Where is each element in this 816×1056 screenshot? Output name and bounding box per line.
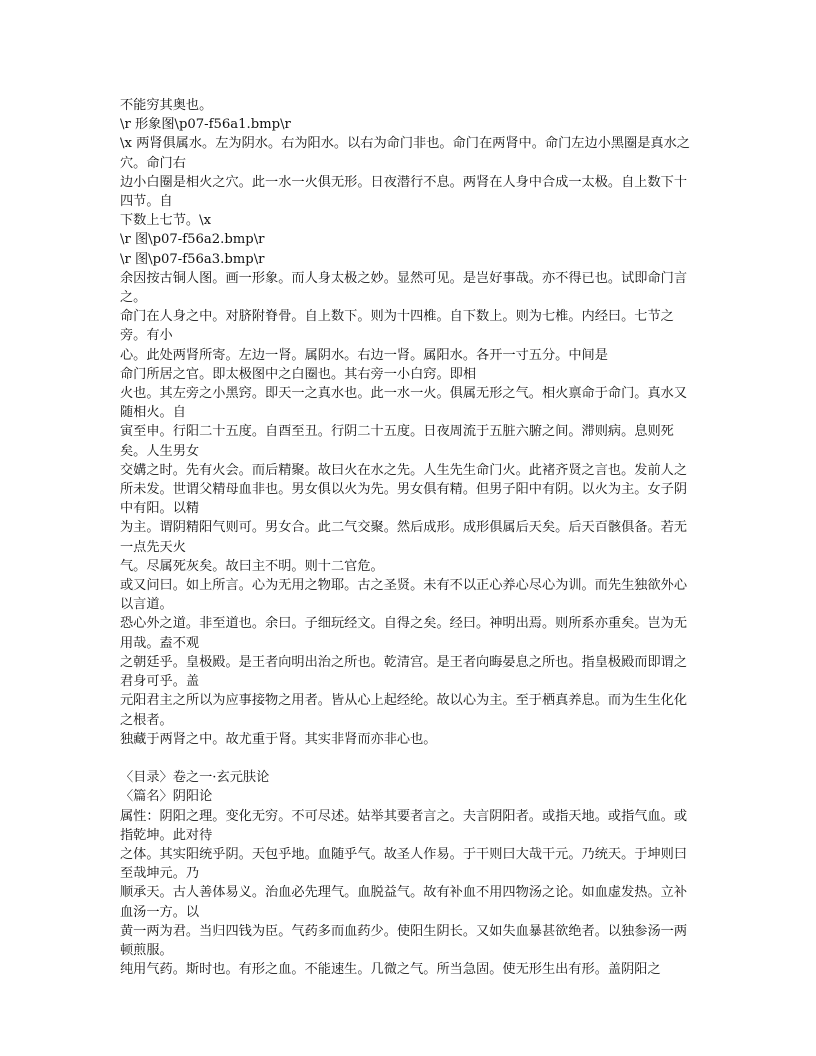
text-line: 恐心外之道。非至道也。余曰。子细玩经文。自得之矣。经曰。神明出焉。则所系亦重矣。岂为无用哉。盍不观	[120, 616, 688, 651]
section-title-heading: 〈篇名〉阴阳论	[120, 789, 213, 805]
text-line: 属性：阴阳之理。变化无穷。不可尽述。姑举其要者言之。夫言阴阳者。或指天地。或指气血。或指乾坤。此对待	[120, 808, 688, 843]
text-line: 纯用气药。斯时也。有形之血。不能速生。几微之气。所当急固。使无形生出有形。盖阴阳之	[120, 962, 661, 978]
text-line: 元阳君主之所以为应事接物之用者。皆从心上起经纶。故以心为主。至于栖真养息。而为生生化化之根者。	[120, 693, 688, 728]
text-line: 命门所居之官。即太极图中之白圈也。其右旁一小白窍。即相	[120, 366, 477, 382]
text-line: 不能穷其奥也。	[120, 98, 213, 113]
text-line: 火也。其左旁之小黑窍。即天一之真水也。此一水一火。俱属无形之气。相火禀命于命门。真水又随相火。自	[120, 386, 688, 421]
text-line: 黄一两为君。当归四钱为臣。气药多而血药少。使阳生阴长。又如失血暴甚欲绝者。以独参汤一两顿煎服。	[120, 923, 688, 958]
text-line: 顺承天。古人善体易义。治血必先理气。血脱益气。故有补血不用四物汤之论。如血虚发热。立补血汤一方。以	[120, 885, 688, 920]
text-line: 为主。谓阴精阳气则可。男女合。此二气交聚。然后成形。成形俱属后天矣。后天百骸俱备。若无一点先天火	[120, 520, 688, 555]
text-line: 命门在人身之中。对脐附脊骨。自上数下。则为十四椎。自下数上。则为七椎。内经曰。七节之旁。有小	[120, 309, 674, 344]
image-reference-line: \r 形象图\p07-f56a1.bmp\r	[120, 117, 291, 133]
text-line: 寅至申。行阳二十五度。自酉至丑。行阴二十五度。日夜周流于五脏六腑之间。滞则病。息则死矣。人生男女	[120, 424, 674, 459]
text-line: 或又问曰。如上所言。心为无用之物耶。古之圣贤。未有不以正心养心尽心为训。而先生独欲外心以言道。	[120, 578, 688, 613]
image-reference-line: \r 图\p07-f56a3.bmp\r	[120, 251, 265, 267]
text-line: \x 两肾俱属水。左为阴水。右为阳水。以右为命门非也。命门在两肾中。命门左边小黑圈是真水之穴。命门右	[120, 136, 690, 171]
text-line: 下数上七节。\x	[120, 213, 212, 229]
text-line: 交媾之时。先有火会。而后精聚。故曰火在水之先。人生先生命门火。此褚齐贤之言也。发前人之	[120, 462, 688, 478]
text-line: 气。尽属死灰矣。故曰主不明。则十二官危。	[120, 558, 384, 574]
text-line: 余因按古铜人图。画一形象。而人身太极之妙。显然可见。是岂好事哉。亦不得已也。试即命门言之。	[120, 270, 688, 306]
text-line: 之体。其实阳统乎阴。天包乎地。血随乎气。故圣人作易。于干则曰大哉干元。乃统天。于坤则曰至哉坤元。乃	[120, 846, 688, 882]
text-line: 边小白圈是相火之穴。此一水一火俱无形。日夜潜行不息。两肾在人身中合成一太极。自上数下十四节。自	[120, 174, 688, 210]
text-line: 独藏于两肾之中。故尤重于肾。其实非肾而亦非心也。	[120, 731, 437, 747]
text-line: 之朝廷乎。皇极殿。是王者向明出治之所也。乾清宫。是王者向晦晏息之所也。指皇极殿而即谓之君身可乎。盖	[120, 654, 688, 690]
document-page	[120, 96, 700, 979]
image-reference-line: \r 图\p07-f56a2.bmp\r	[120, 232, 265, 248]
text-line: 心。此处两肾所寄。左边一肾。属阴水。右边一肾。属阳水。各开一寸五分。中间是	[120, 347, 608, 363]
blank-line	[120, 749, 700, 768]
section-directory-heading: 〈目录〉卷之一·玄元肤论	[120, 770, 270, 786]
text-line: 所未发。世谓父精母血非也。男女俱以火为先。男女俱有精。但男子阳中有阴。以火为主。女子阴中有阳。以精	[120, 482, 688, 517]
